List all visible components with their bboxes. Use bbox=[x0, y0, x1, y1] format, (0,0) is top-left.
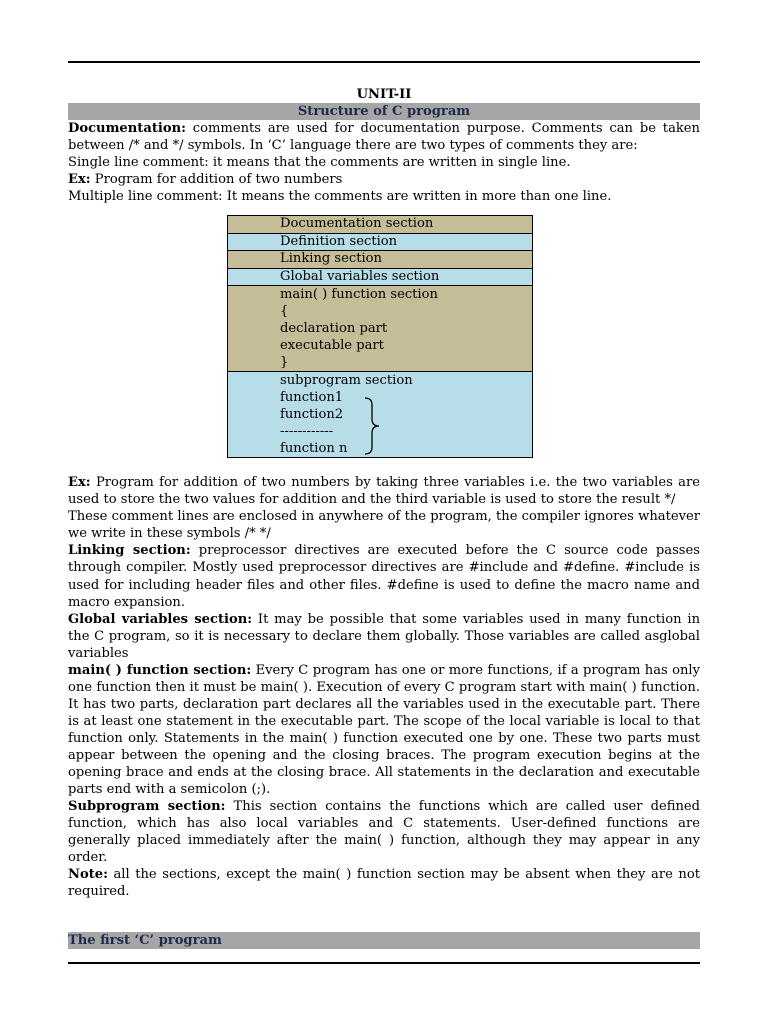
main-line: main( ) function section bbox=[280, 287, 438, 303]
example2-paragraph bbox=[68, 474, 700, 508]
linking-label: Linking section: bbox=[68, 543, 191, 559]
program-structure-diagram bbox=[227, 215, 533, 458]
function2-line: function2 bbox=[280, 407, 344, 423]
bottom-rule bbox=[68, 962, 700, 964]
first-c-program-bar: The first ‘C’ program bbox=[68, 932, 700, 949]
global-variables-section-box: Global variables section bbox=[228, 269, 532, 287]
definition-section-box: Definition section bbox=[228, 234, 532, 252]
multi-line-comment-text: Multiple line comment: It means the comments are written in more than one line. bbox=[68, 189, 612, 205]
page-content bbox=[68, 86, 700, 949]
global-paragraph bbox=[68, 611, 700, 662]
subprogram-text: This section contains the functions which are called user defined function, which has also local variables and C statements. User-defined functions are generally placed immediately after the main( ) function, although they may appear in any order. bbox=[68, 799, 701, 866]
global-text: It may be possible that some variables used in many function in the C program, so it is necessary to declare them globally. Those variables are called asglobal variables bbox=[68, 611, 700, 661]
example-text: Program for addition of two numbers bbox=[90, 172, 343, 188]
example2-text: Program for addition of two numbers by taking three variables i.e. the two variables are used to store the two values for addition and the third variable is used to store the result */ bbox=[68, 475, 700, 508]
linking-section-box: Linking section bbox=[228, 251, 532, 269]
linking-paragraph bbox=[68, 542, 700, 610]
documentation-label: Documentation: bbox=[68, 121, 186, 136]
documentation-text: comments are used for documentation purpose. Comments can be taken between /* and */ symbols. In ‘C’ language there are two types of comments they are: bbox=[68, 121, 700, 154]
single-line-comment-text: Single line comment: it means that the comments are written in single line. bbox=[68, 155, 571, 171]
declaration-part-line: declaration part bbox=[280, 321, 388, 337]
dashes-line: ------------ bbox=[280, 424, 334, 440]
subprogram-label: Subprogram section: bbox=[68, 799, 226, 815]
note-text: all the sections, except the main( ) function section may be absent when they are not required. bbox=[68, 867, 700, 900]
documentation-section-box: Documentation section bbox=[228, 216, 532, 234]
executable-part-line: executable part bbox=[280, 338, 384, 354]
main-function-section-box bbox=[228, 286, 532, 372]
global-label: Global variables section: bbox=[68, 611, 253, 627]
comment-note-paragraph: These comment lines are enclosed in anywhere of the program, the compiler ignores whatever we write in these symbols /* */ bbox=[68, 509, 700, 542]
main-label: main( ) function section: bbox=[68, 662, 252, 678]
linking-text: preprocessor directives are executed before the C source code passes through compiler. Mostly used preprocessor directives are #include and #define. #include is used for including header files and other files. #define is used to define the macro name and macro expansion. bbox=[68, 543, 700, 610]
note-paragraph bbox=[68, 866, 700, 900]
subprogram-paragraph bbox=[68, 798, 700, 866]
right-brace-icon bbox=[363, 397, 383, 455]
open-brace-line: { bbox=[280, 304, 289, 320]
main-text: Every C program has one or more functions, if a program has only one function then it must be main( ). Execution of every C program start with main( ) function. It has two parts, declaration part declares all the variables used in the executable part. There is at least one statement in the executable part. The scope of the local variable is local to that function only. Statements in the main( ) function executed one by one. These two parts must appear between the opening and the closing braces. The program execution begins at the opening brace and ends at the closing brace. All statements in the declaration and executable parts end with a semicolon (;). bbox=[68, 662, 700, 798]
example2-label: Ex: bbox=[68, 475, 91, 491]
function1-line: function1 bbox=[280, 390, 344, 406]
example-paragraph bbox=[68, 171, 700, 188]
subprogram-section-box bbox=[228, 372, 532, 457]
section-title-bar: Structure of C program bbox=[68, 103, 700, 120]
subprogram-line: subprogram section bbox=[280, 373, 413, 389]
example-label: Ex: bbox=[68, 172, 91, 188]
function-n-line: function n bbox=[280, 441, 348, 457]
close-brace-line: } bbox=[280, 355, 289, 371]
main-paragraph bbox=[68, 662, 700, 798]
spacer bbox=[68, 458, 700, 474]
note-label: Note: bbox=[68, 867, 108, 883]
top-rule bbox=[68, 61, 700, 63]
unit-heading: UNIT-II bbox=[356, 87, 412, 102]
documentation-paragraph bbox=[68, 120, 700, 154]
